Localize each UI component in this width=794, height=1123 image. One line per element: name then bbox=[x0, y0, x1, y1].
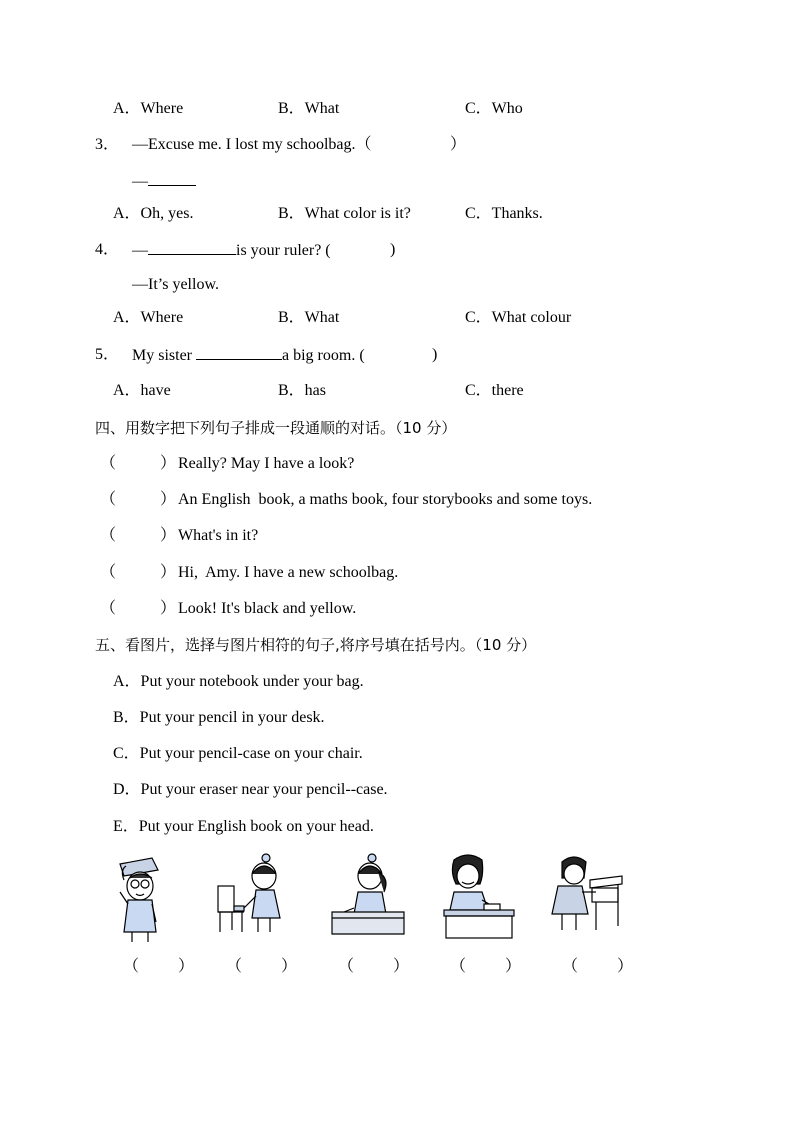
q4-paren-close: ) bbox=[390, 241, 396, 258]
s5-answer-open-4: （ bbox=[450, 958, 467, 975]
q4-dash: — bbox=[132, 242, 148, 259]
q4-option-b: B．What bbox=[278, 309, 340, 326]
picture-eraser-near-pencil-case bbox=[330, 852, 406, 938]
q5-paren-close: ) bbox=[432, 346, 438, 363]
s5-answer-close-3: ） bbox=[393, 958, 410, 975]
q5-number: 5． bbox=[95, 346, 120, 363]
q5-option-a: A．have bbox=[113, 382, 171, 399]
s4-paren-close-3: ） bbox=[160, 527, 177, 544]
s5-answer-close-4: ） bbox=[505, 958, 522, 975]
q3-option-a: A．Oh, yes. bbox=[113, 205, 194, 222]
s5-answer-open-1: （ bbox=[123, 958, 140, 975]
s4-sentence-5: Look! It's black and yellow. bbox=[178, 600, 357, 617]
picture-pencil-case-on-chair bbox=[216, 852, 286, 936]
s5-option-d: D．Put your eraser near your pencil--case. bbox=[113, 781, 388, 798]
q3-question: —Excuse me. I lost my schoolbag.（ bbox=[132, 136, 372, 153]
s5-answer-close-5: ） bbox=[617, 958, 634, 975]
q5-question bbox=[132, 345, 365, 366]
q3-reply-dash: — bbox=[132, 173, 148, 190]
section4-title: 四、用数字把下列句子排成一段通顺的对话。（10 分） bbox=[95, 419, 457, 437]
q5-question-part1: My sister bbox=[132, 347, 196, 364]
s4-sentence-4: Hi, Amy. I have a new schoolbag. bbox=[178, 564, 399, 581]
q5-option-b: B．has bbox=[278, 382, 327, 399]
s4-paren-close-5: ） bbox=[160, 600, 177, 617]
s5-answer-close-2: ） bbox=[281, 958, 298, 975]
q5-blank[interactable] bbox=[196, 345, 282, 360]
q2-option-a: A．Where bbox=[113, 100, 184, 117]
s5-option-e: E．Put your English book on your head. bbox=[113, 818, 374, 835]
section5-title: 五、看图片，选择与图片相符的句子,将序号填在括号内。（10 分） bbox=[95, 636, 537, 654]
q3-number: 3． bbox=[95, 136, 120, 153]
q3-option-c: C．Thanks. bbox=[465, 205, 543, 222]
q5-option-c: C．there bbox=[465, 382, 524, 399]
q4-number: 4． bbox=[95, 241, 120, 258]
s4-paren-open-1: （ bbox=[100, 455, 117, 472]
q5-question-part2: a big room. ( bbox=[282, 347, 365, 364]
q4-question-text: is your ruler? ( bbox=[236, 242, 331, 259]
s4-sentence-1: Really? May I have a look? bbox=[178, 455, 355, 472]
picture-book-on-head bbox=[112, 852, 170, 944]
s4-paren-open-2: （ bbox=[100, 491, 117, 508]
s5-answer-open-3: （ bbox=[338, 958, 355, 975]
s4-paren-open-3: （ bbox=[100, 527, 117, 544]
s5-answer-open-5: （ bbox=[562, 958, 579, 975]
q4-blank[interactable] bbox=[148, 240, 236, 255]
q3-paren-close: ） bbox=[450, 136, 467, 153]
s5-option-b: B．Put your pencil in your desk. bbox=[113, 709, 325, 726]
s5-option-a: A．Put your notebook under your bag. bbox=[113, 673, 364, 690]
q3-reply-blank[interactable] bbox=[148, 171, 196, 186]
s4-paren-close-4: ） bbox=[160, 564, 177, 581]
q3-option-b: B．What color is it? bbox=[278, 205, 411, 222]
q2-option-c: C．Who bbox=[465, 100, 523, 117]
s5-answer-open-2: （ bbox=[226, 958, 243, 975]
q4-reply: —It’s yellow. bbox=[132, 276, 219, 293]
q2-option-b: B．What bbox=[278, 100, 340, 117]
s4-paren-close-2: ） bbox=[160, 491, 177, 508]
s4-sentence-3: What's in it? bbox=[178, 527, 259, 544]
q4-option-c: C．What colour bbox=[465, 309, 572, 326]
s5-answer-close-1: ） bbox=[178, 958, 195, 975]
q3-reply bbox=[132, 171, 196, 192]
q4-option-a: A．Where bbox=[113, 309, 184, 326]
picture-notebook-under-bag bbox=[440, 852, 516, 940]
s4-paren-open-4: （ bbox=[100, 564, 117, 581]
s4-paren-open-5: （ bbox=[100, 600, 117, 617]
s4-paren-close-1: ） bbox=[160, 455, 177, 472]
picture-pencil-in-desk bbox=[548, 852, 624, 936]
s4-sentence-2: An English book, a maths book, four storybooks and some toys. bbox=[178, 491, 593, 508]
q4-question bbox=[132, 240, 331, 261]
s5-option-c: C．Put your pencil-case on your chair. bbox=[113, 745, 363, 762]
